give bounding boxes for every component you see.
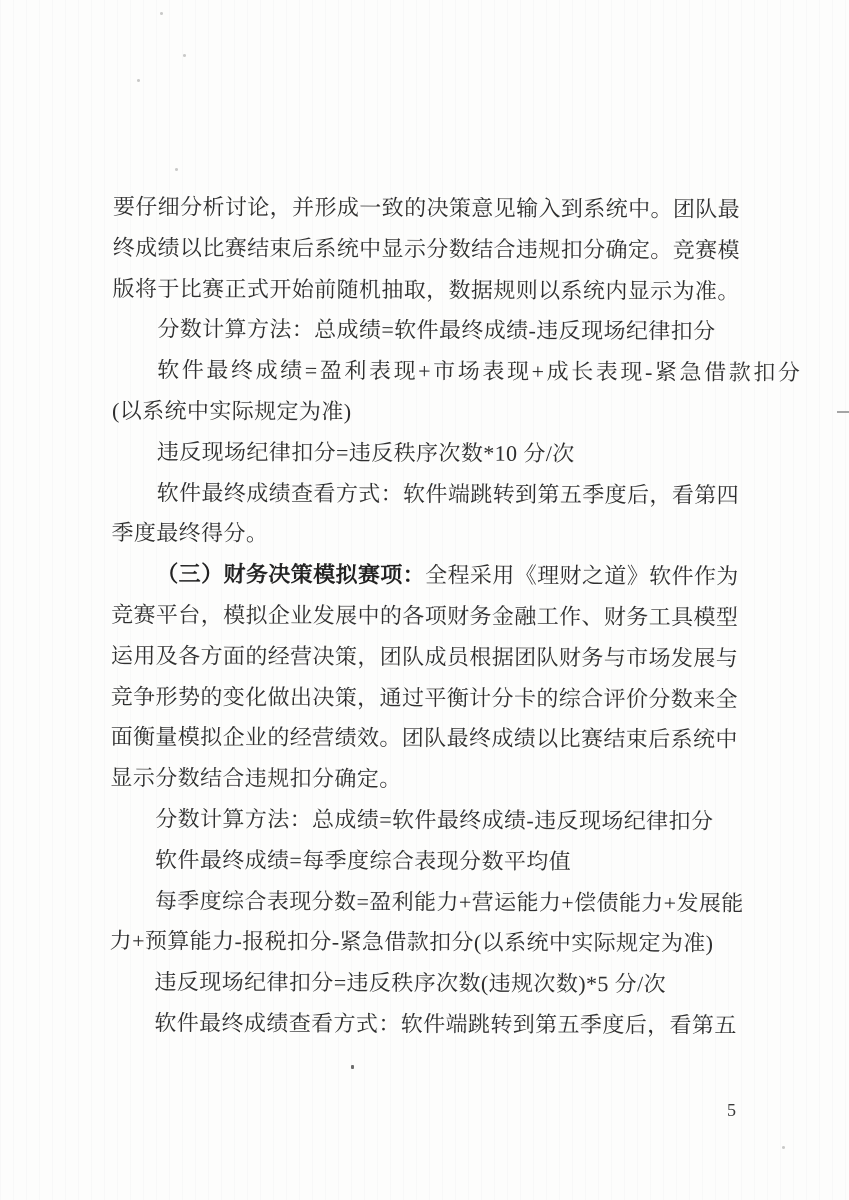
section-heading: （三）财务决策模拟赛项： [156,561,426,588]
formula-line: 每季度综合表现分数=盈利能力+营运能力+偿债能力+发展能 [154,887,744,916]
text-line: 竞赛平台，模拟企业发展中的各项财务金融工作、财务工具模型 [111,601,739,630]
scan-speck [782,1146,785,1149]
section-heading-line [111,554,738,598]
formula-line: 分数计算方法：总成绩=软件最终成绩-违反现场纪律扣分 [157,316,716,345]
scan-artifact-dash [837,411,849,413]
text-line: 显示分数结合违规扣分确定。 [110,765,402,792]
document-text-block [109,187,803,1046]
text-line: 运用及各方面的经营决策，团队成员根据团队财务与市场发展与 [110,642,739,671]
formula-line: 违反现场纪律扣分=违反秩序次数*10 分/次 [156,438,575,466]
formula-line: 软件最终成绩=盈利表现+市场表现+成长表现-紧急借款扣分 [157,357,803,386]
text-line: 竞争形势的变化做出决策，通过平衡计分卡的综合评价分数来全 [110,683,739,712]
formula-line: 分数计算方法：总成绩=软件最终成绩-违反现场纪律扣分 [155,806,714,834]
formula-line: 违反现场纪律扣分=违反秩序次数(违规次数)*5 分/次 [154,969,667,997]
scan-speck [351,1065,354,1069]
text-line: 软件最终成绩查看方式：软件端跳转到第五季度后，看第四 [156,479,740,508]
formula-line: 力+预算能力-报税扣分-紧急借款扣分(以系统中实际规定为准) [109,928,714,956]
text-line: 要仔细分析讨论，并形成一致的决策意见输入到系统中。团队最 [112,193,741,222]
section-heading-continuation: 全程采用《理财之道》软件作为 [425,562,739,589]
text-line: 终成绩以比赛结束后系统中显示分数结合违规扣分确定。竞赛模 [112,234,740,263]
text-line: 面衡量模拟企业的经营绩效。团队最终成绩以比赛结束后系统中 [110,724,738,753]
formula-line: 软件最终成绩=每季度综合表现分数平均值 [155,846,572,874]
scan-speck [183,54,186,57]
scan-speck [175,168,178,171]
text-line: 版将于比赛正式开始前随机抽取，数据规则以系统内显示为准。 [112,275,740,304]
text-line: 季度最终得分。 [111,520,269,547]
text-line: (以系统中实际规定为准) [111,397,352,425]
text-line: 软件最终成绩查看方式：软件端跳转到第五季度后，看第五 [154,1010,737,1038]
scan-speck [160,12,163,15]
scan-speck [137,79,140,82]
page-number: 5 [727,1100,736,1120]
